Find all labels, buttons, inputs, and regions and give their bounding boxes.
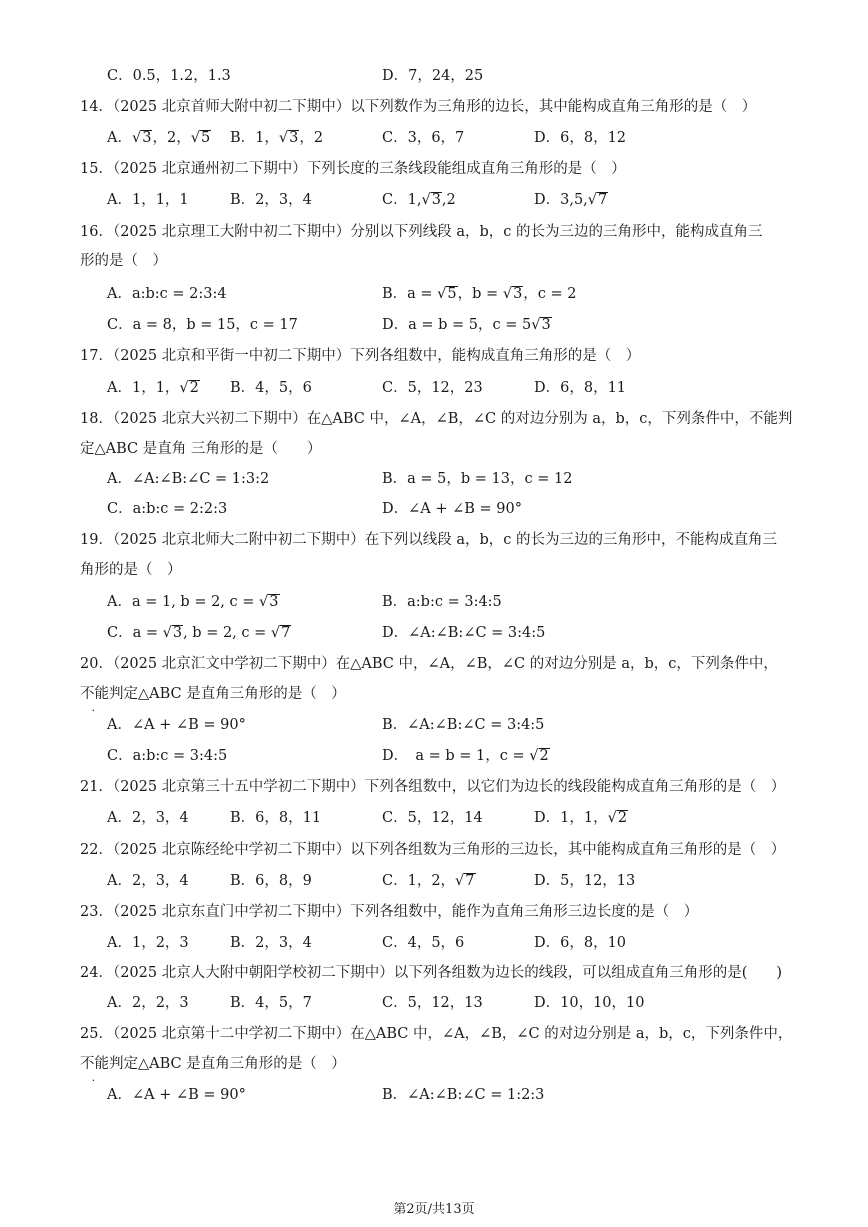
question-22-stem: 22．（2025 北京陈经纶中学初二下期中）以下列各组数为三角形的三边长，其中能构成直角三角形的是（ ） — [80, 842, 786, 858]
question-20-options-row1 — [0, 713, 868, 737]
emphasis-not: 不能 — [80, 1056, 109, 1072]
option-a: A．2，3，4 — [107, 810, 189, 826]
question-18-options-row2 — [0, 497, 868, 521]
question-25-options-row1 — [0, 1083, 868, 1107]
option-a: A．∠A:∠B:∠C = 1:3:2 — [107, 471, 270, 487]
question-21-stem: 21．（2025 北京第三十五中学初二下期中）下列各组数中，以它们为边长的线段能构成直角三角形的是（ ） — [80, 779, 786, 795]
question-18-stem-line2: 定△ABC 是直角 三角形的是（ ） — [80, 441, 322, 457]
question-20-options-row2 — [0, 744, 868, 768]
question-19-options-row2 — [0, 621, 868, 645]
question-16-stem-line1: 16．（2025 北京理工大附中初二下期中）分别以下列线段 a，b，c 的长为三边的三角形中，能构成直角三 — [80, 224, 763, 240]
question-19-stem-line1: 19．（2025 北京北师大二附中初二下期中）在下列以线段 a，b，c 的长为三边的三角形中，不能构成直角三 — [80, 532, 777, 548]
option-c: C．a:b:c = 3:4:5 — [107, 748, 228, 764]
option-a: A．∠A + ∠B = 90° — [107, 717, 246, 733]
option-a: A．1，1，√2 — [107, 380, 199, 396]
question-15-options — [0, 188, 868, 212]
question-19-stem-line2: 角形的是（ ） — [80, 562, 182, 578]
option-c: C．a = √3, b = 2, c = √7 — [107, 625, 291, 641]
option-c: C．5，12，23 — [382, 380, 483, 396]
option-a: A．a = 1, b = 2, c = √3 — [107, 594, 279, 610]
option-d: D．a = b = 5，c = 5√3 — [382, 317, 551, 333]
option-c: C．0.5，1.2，1.3 — [107, 68, 231, 84]
option-c: C．3，6，7 — [382, 130, 465, 146]
option-b: B．2，3，4 — [230, 935, 312, 951]
emphasis-not: 不能 — [80, 686, 109, 702]
option-b: B．4，5，6 — [230, 380, 312, 396]
option-a: A．2，2，3 — [107, 995, 189, 1011]
question-17-options — [0, 376, 868, 400]
option-c: C．a:b:c = 2:2:3 — [107, 501, 228, 517]
option-d: D．∠A + ∠B = 90° — [382, 501, 522, 517]
question-23-stem: 23．（2025 北京东直门中学初二下期中）下列各组数中，能作为直角三角形三边长度的是（ ） — [80, 904, 699, 920]
option-c: C．1，2，√7 — [382, 873, 475, 889]
option-c: C．4，5，6 — [382, 935, 465, 951]
option-b: B．4，5，7 — [230, 995, 312, 1011]
option-b: B．a = √5，b = √3，c = 2 — [382, 286, 577, 302]
option-d: D．5，12，13 — [534, 873, 636, 889]
option-c: C．1,√3,2 — [382, 192, 456, 208]
option-b: B．6，8，9 — [230, 873, 312, 889]
option-b: B．∠A:∠B:∠C = 3:4:5 — [382, 717, 545, 733]
question-21-options — [0, 806, 868, 830]
question-16-options-row2 — [0, 313, 868, 337]
question-14-options — [0, 126, 868, 150]
option-a: A．√3，2，√5 — [107, 130, 211, 146]
question-19-options-row1 — [0, 590, 868, 614]
question-17-stem: 17．（2025 北京和平街一中初二下期中）下列各组数中，能构成直角三角形的是（ ） — [80, 348, 641, 364]
question-20-stem-line1: 20．（2025 北京汇文中学初二下期中）在△ABC 中，∠A，∠B，∠C 的对边分别是 a，b，c，下列条件中， — [80, 656, 778, 672]
option-a: A．∠A + ∠B = 90° — [107, 1087, 246, 1103]
option-a: A．a:b:c = 2:3:4 — [107, 286, 227, 302]
option-d: D．1，1，√2 — [534, 810, 628, 826]
option-a: A．1，2，3 — [107, 935, 189, 951]
option-c: C．5，12，13 — [382, 995, 483, 1011]
option-d: D．10，10，10 — [534, 995, 645, 1011]
question-18-options-row1 — [0, 467, 868, 491]
option-c: C．a = 8，b = 15，c = 17 — [107, 317, 298, 333]
option-a: A．2，3，4 — [107, 873, 189, 889]
option-d: D．7，24，25 — [382, 68, 484, 84]
option-b: B．1，√3，2 — [230, 130, 324, 146]
option-b: B．6，8，11 — [230, 810, 322, 826]
option-d: D．6，8，10 — [534, 935, 627, 951]
page-footer: 第2页/共13页 — [393, 1202, 475, 1217]
option-b: B．∠A:∠B:∠C = 1:2:3 — [382, 1087, 545, 1103]
option-c: C．5，12，14 — [382, 810, 483, 826]
option-b: B．2，3，4 — [230, 192, 312, 208]
question-16-options-row1 — [0, 282, 868, 306]
question-23-options — [0, 931, 868, 955]
question-25-stem-line1: 25．（2025 北京第十二中学初二下期中）在△ABC 中，∠A，∠B，∠C 的对边分别是 a，b，c，下列条件中， — [80, 1026, 793, 1042]
question-18-stem-line1: 18．（2025 北京大兴初二下期中）在△ABC 中，∠A，∠B，∠C 的对边分别为 a，b，c，下列条件中，不能判 — [80, 411, 793, 427]
question-24-stem: 24．（2025 北京人大附中朝阳学校初二下期中）以下列各组数为边长的线段，可以组成直角三角形的是( ) — [80, 965, 783, 981]
question-20-stem-line2: 不能判定△ABC 是直角三角形的是（ ） — [80, 686, 346, 702]
option-d: D． a = b = 1，c = √2 — [382, 748, 549, 764]
option-d: D．6，8，12 — [534, 130, 627, 146]
option-b: B．a = 5，b = 13，c = 12 — [382, 471, 573, 487]
question-14-stem: 14．（2025 北京首师大附中初二下期中）以下列数作为三角形的边长，其中能构成直角三角形的是（ ） — [80, 99, 757, 115]
question-16-stem-line2: 形的是（ ） — [80, 253, 167, 269]
question-15-stem: 15．（2025 北京通州初二下期中）下列长度的三条线段能组成直角三角形的是（ ） — [80, 161, 626, 177]
q13-options — [0, 64, 868, 88]
option-b: B．a:b:c = 3:4:5 — [382, 594, 502, 610]
option-d: D．6，8，11 — [534, 380, 627, 396]
question-25-stem-line2: 不能判定△ABC 是直角三角形的是（ ） — [80, 1056, 346, 1072]
question-22-options — [0, 869, 868, 893]
option-d: D．∠A:∠B:∠C = 3:4:5 — [382, 625, 546, 641]
option-a: A．1，1，1 — [107, 192, 189, 208]
question-24-options — [0, 991, 868, 1015]
option-d: D．3,5,√7 — [534, 192, 608, 208]
